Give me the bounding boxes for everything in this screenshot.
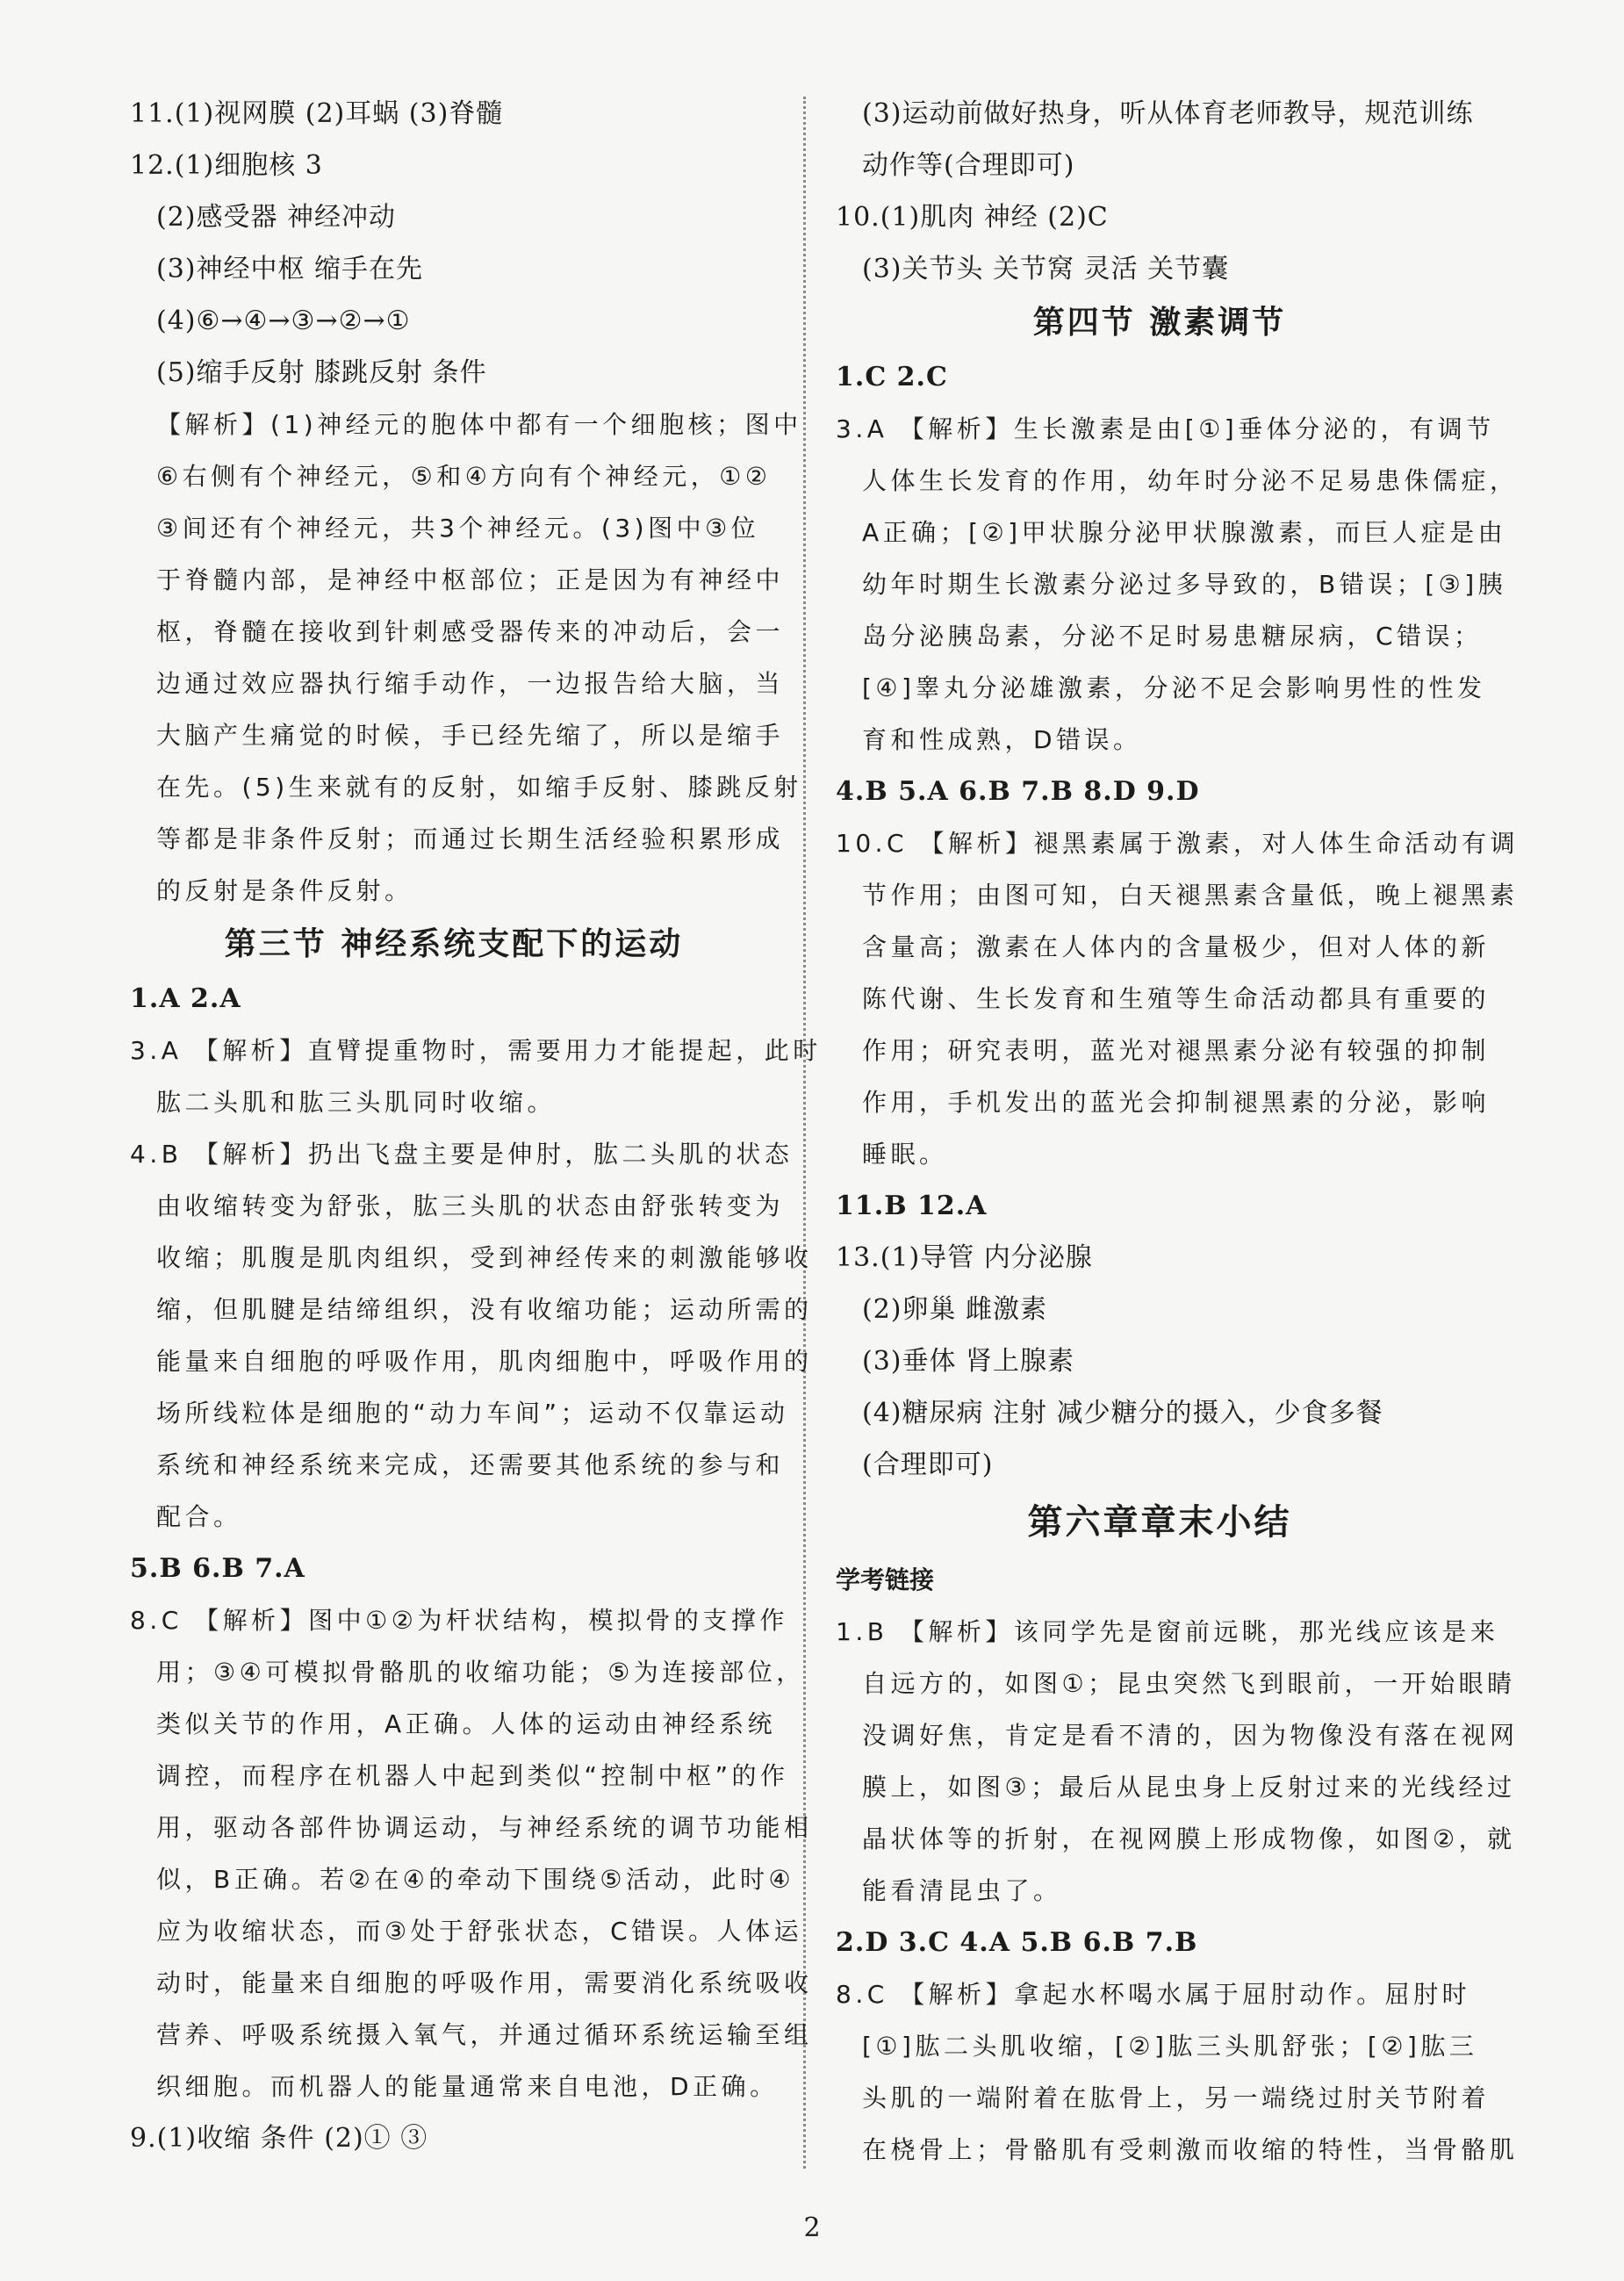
column-divider <box>803 97 806 2169</box>
s3-answer-4: 能量来自细胞的呼吸作用，肌肉细胞中，呼吸作用的 <box>156 1347 813 1376</box>
summary-answer-8: 在桡骨上；骨骼肌有受刺激而收缩的特性，当骨骼肌 <box>862 2135 1519 2164</box>
s3-answer-4: 场所线粒体是细胞的“动力车间”；运动不仅靠运动 <box>156 1399 789 1428</box>
summary-answer-1: 膜上，如图③；最后从昆虫身上反射过来的光线经过 <box>862 1773 1516 1802</box>
s3-answer-9-cont: 动作等(合理即可) <box>862 150 1075 181</box>
answer-11: 11.(1)视网膜 (2)耳蜗 (3)脊髓 <box>130 98 504 129</box>
s4-answer-3: A正确；[②]甲状腺分泌甲状腺激素，而巨人症是由 <box>862 518 1507 547</box>
s3-answer-8: 调控，而程序在机器人中起到类似“控制中枢”的作 <box>156 1761 789 1790</box>
s3-answer-3: 肱二头肌和肱三头肌同时收缩。 <box>156 1088 557 1117</box>
s3-answer-3: 3.A 【解析】直臂提重物时，需要用力才能提起，此时 <box>130 1036 822 1065</box>
s3-answer-4: 缩，但肌腱是结缔组织，没有收缩功能；运动所需的 <box>156 1295 813 1324</box>
s3-answer-4: 系统和神经系统来完成，还需要其他系统的参与和 <box>156 1450 785 1479</box>
answer-12-part: (2)感受器 神经冲动 <box>156 202 397 233</box>
summary-answer-1: 能看清昆虫了。 <box>862 1876 1062 1905</box>
s3-answer-8: 动时，能量来自细胞的呼吸作用，需要消化系统吸收 <box>156 1968 813 1997</box>
s4-answer-13-part: (4)糖尿病 注射 减少糖分的摄入，少食多餐 <box>862 1398 1383 1428</box>
s4-answer-10: 作用，手机发出的蓝光会抑制褪黑素的分泌，影响 <box>862 1088 1491 1117</box>
summary-answer-8: [①]肱二头肌收缩，[②]肱三头肌舒张；[②]肱三 <box>862 2032 1478 2061</box>
s3-answer-10: 10.(1)肌肉 神经 (2)C <box>836 202 1109 233</box>
summary-answer-8: 头肌的一端附着在肱骨上，另一端绕过肘关节附着 <box>862 2083 1491 2112</box>
s3-answer-8: 应为收缩状态，而③处于舒张状态，C错误。人体运 <box>156 1917 803 1946</box>
s4-answers-1-2: 1.C 2.C <box>836 362 948 392</box>
answer-12-explanation: 等都是非条件反射；而通过长期生活经验积累形成 <box>156 824 785 853</box>
answer-12: 12.(1)细胞核 3 <box>130 150 323 181</box>
s3-answer-4: 由收缩转变为舒张，肱三头肌的状态由舒张转变为 <box>156 1191 785 1220</box>
s3-answer-9-cont: (3)运动前做好热身，听从体育老师教导，规范训练 <box>862 98 1474 129</box>
answer-12-explanation: 【解析】(1)神经元的胞体中都有一个细胞核；图中 <box>156 410 802 439</box>
s4-answers-11-12: 11.B 12.A <box>836 1191 988 1221</box>
s4-answer-3: 岛分泌胰岛素，分泌不足时易患糖尿病，C错误； <box>862 622 1483 651</box>
s3-answer-4: 收缩；肌腹是肌肉组织，受到神经传来的刺激能够收 <box>156 1243 813 1272</box>
s3-answer-8: 用；③④可模拟骨骼肌的收缩功能；⑤为连接部位， <box>156 1658 805 1687</box>
answer-12-explanation: ⑥右侧有个神经元，⑤和④方向有个神经元，①② <box>156 462 772 491</box>
s4-answer-10: 睡眠。 <box>862 1140 948 1169</box>
s4-answer-3: 育和性成熟，D错误。 <box>862 725 1142 754</box>
summary-subtitle: 学考链接 <box>836 1565 935 1594</box>
s4-answer-10: 10.C 【解析】褪黑素属于激素，对人体生命活动有调 <box>836 829 1519 858</box>
answer-12-explanation: 在先。(5)生来就有的反射，如缩手反射、膝跳反射 <box>156 773 802 802</box>
s4-answer-13-part: (3)垂体 肾上腺素 <box>862 1346 1075 1377</box>
s4-answer-10: 作用；研究表明，蓝光对褪黑素分泌有较强的抑制 <box>862 1036 1491 1065</box>
summary-answers-2-7: 2.D 3.C 4.A 5.B 6.B 7.B <box>836 1927 1198 1958</box>
s3-answer-4: 配合。 <box>156 1502 242 1531</box>
s3-answer-4: 4.B 【解析】扔出飞盘主要是伸肘，肱二头肌的状态 <box>130 1140 794 1169</box>
answer-12-part: (4)⑥→④→③→②→① <box>156 306 411 336</box>
s3-answer-8: 类似关节的作用，A正确。人体的运动由神经系统 <box>156 1709 777 1738</box>
s4-answer-10: 含量高；激素在人体内的含量极少，但对人体的新 <box>862 932 1491 961</box>
summary-answer-8: 8.C 【解析】拿起水杯喝水属于屈肘动作。屈肘时 <box>836 1980 1471 2009</box>
answer-12-part: (5)缩手反射 膝跳反射 条件 <box>156 357 487 388</box>
answer-12-explanation: 边通过效应器执行缩手动作，一边报告给大脑，当 <box>156 669 785 698</box>
s3-answer-8: 营养、呼吸系统摄入氧气，并通过循环系统运输至组 <box>156 2020 813 2049</box>
right-column <box>836 88 1519 2176</box>
s4-answers-4-9: 4.B 5.A 6.B 7.B 8.D 9.D <box>836 776 1200 807</box>
s4-answer-3: 3.A 【解析】生长激素是由[①]垂体分泌的，有调节 <box>836 414 1495 443</box>
summary-answer-1: 自远方的，如图①；昆虫突然飞到眼前，一开始眼睛 <box>862 1669 1516 1698</box>
answer-12-explanation: 于脊髓内部，是神经中枢部位；正是因为有神经中 <box>156 565 785 594</box>
s4-answer-13-part: (2)卵巢 雌激素 <box>862 1294 1048 1325</box>
section-3-title: 第三节 神经系统支配下的运动 <box>224 926 684 962</box>
chapter-summary-title: 第六章章末小结 <box>1027 1502 1292 1543</box>
s4-answer-10: 节作用；由图可知，白天褪黑素含量低，晚上褪黑素 <box>862 881 1519 910</box>
s4-answer-13: 13.(1)导管 内分泌腺 <box>836 1242 1093 1273</box>
answer-12-explanation: 大脑产生痛觉的时候，手已经先缩了，所以是缩手 <box>156 721 785 750</box>
s3-answers-5-7: 5.B 6.B 7.A <box>130 1553 305 1584</box>
s4-answer-3: 幼年时期生长激素分泌过多导致的，B错误；[③]胰 <box>862 570 1507 599</box>
answer-12-part: (3)神经中枢 缩手在先 <box>156 254 424 284</box>
s4-answer-13-part: (合理即可) <box>862 1450 994 1480</box>
summary-answer-1: 1.B 【解析】该同学先是窗前远眺，那光线应该是来 <box>836 1617 1499 1646</box>
s3-answer-8: 似，B正确。若②在④的牵动下围绕⑤活动，此时④ <box>156 1865 795 1894</box>
s3-answers-1-2: 1.A 2.A <box>130 983 241 1014</box>
summary-answer-1: 没调好焦，肯定是看不清的，因为物像没有落在视网 <box>862 1721 1519 1750</box>
page-number: 2 <box>803 2213 821 2243</box>
s3-answer-10-part: (3)关节头 关节窝 灵活 关节囊 <box>862 254 1230 284</box>
left-column <box>130 88 822 2164</box>
s3-answer-8: 8.C 【解析】图中①②为杆状结构，模拟骨的支撑作 <box>130 1606 788 1635</box>
s3-answer-9: 9.(1)收缩 条件 (2)① ③ <box>130 2123 428 2154</box>
s4-answer-3: [④]睾丸分泌雄激素，分泌不足会影响男性的性发 <box>862 673 1486 702</box>
section-4-title: 第四节 激素调节 <box>1032 305 1287 341</box>
answer-12-explanation: ③间还有个神经元，共3个神经元。(3)图中③位 <box>156 514 760 543</box>
s4-answer-3: 人体生长发育的作用，幼年时分泌不足易患侏儒症， <box>862 466 1519 495</box>
answer-12-explanation: 的反射是条件反射。 <box>156 876 413 905</box>
s3-answer-8: 织细胞。而机器人的能量通常来自电池，D正确。 <box>156 2072 779 2101</box>
s3-answer-8: 用，驱动各部件协调运动，与神经系统的调节功能相 <box>156 1813 813 1842</box>
summary-answer-1: 晶状体等的折射，在视网膜上形成物像，如图②，就 <box>862 1824 1516 1853</box>
answer-12-explanation: 枢，脊髓在接收到针刺感受器传来的冲动后，会一 <box>156 617 785 646</box>
s4-answer-10: 陈代谢、生长发育和生殖等生命活动都具有重要的 <box>862 984 1491 1013</box>
